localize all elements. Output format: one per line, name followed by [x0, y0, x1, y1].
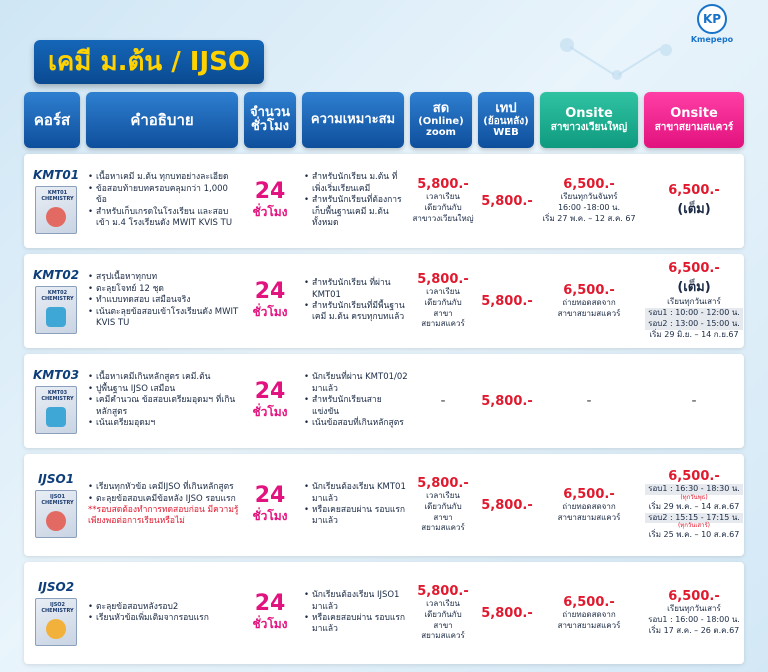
tape-price: 5,800.-	[481, 393, 533, 409]
course-code: IJSO2	[37, 580, 75, 594]
sp-price: -	[691, 393, 697, 409]
onsite-vc-cell	[540, 454, 638, 556]
book-title: IJSO2 CHEMISTRY	[41, 602, 74, 614]
book-title: IJSO1 CHEMISTRY	[41, 494, 74, 506]
header-tape	[478, 92, 534, 148]
live-note: เวลาเรียน	[426, 490, 460, 500]
hours-unit: ชั่วโมง	[252, 508, 288, 523]
vc-line: สาขาสยามสแควร์	[557, 308, 621, 318]
book-cover-image	[35, 598, 77, 646]
book-art	[46, 207, 66, 227]
hours-unit: ชั่วโมง	[252, 304, 288, 319]
sp-full-badge: (เต็ม)	[677, 280, 711, 296]
sp-line: เรียนทุกวันเสาร์	[667, 604, 721, 614]
header-live-l1: สด	[432, 100, 450, 116]
course-row-kmt02	[24, 254, 744, 348]
header-hours-l1: จำนวน	[250, 104, 290, 120]
header-onsite-sp-l2: สาขาสยามสแควร์	[654, 121, 734, 133]
desc-item: • เนื้อหาเคมี ม.ต้น ทุกบทอย่างละเอียด	[88, 172, 240, 183]
desc-item: • เน้นตะลุยข้อสอบเข้าโรงเรียนดัง MWIT KVIS TU	[88, 307, 240, 330]
header-hours	[244, 92, 296, 148]
onsite-sp-cell	[644, 354, 744, 448]
sp-line: รอบ1 : 10:00 - 12:00 น.	[645, 308, 743, 319]
vc-price: 6,500.-	[563, 594, 615, 610]
live-note: เวลาเรียน	[426, 286, 460, 296]
vc-price: 6,500.-	[563, 282, 615, 298]
course-hours	[244, 254, 296, 348]
fit-item: • หรือเคยสอบผ่าน รอบแรกมาแล้ว	[304, 505, 408, 528]
book-art	[46, 407, 66, 427]
header-onsite-vc	[540, 92, 638, 148]
live-price-cell	[412, 254, 474, 348]
live-price-cell	[412, 562, 474, 664]
logo-name: Kmepepo	[690, 35, 734, 44]
book-art	[46, 511, 66, 531]
vc-line: สาขาสยามสแควร์	[557, 620, 621, 630]
header-hours-l2: ชั่วโมง	[250, 119, 290, 134]
tape-price-cell	[478, 454, 536, 556]
vc-price: 6,500.-	[563, 177, 615, 193]
tape-price: 5,800.-	[481, 497, 533, 513]
fit-item: • นักเรียนต้องเรียน KMT01 มาแล้ว	[304, 482, 408, 505]
course-code: IJSO1	[37, 472, 75, 486]
logo-mark: KP	[697, 4, 727, 34]
sp-price: 6,500.-	[668, 183, 720, 198]
hours-unit: ชั่วโมง	[252, 616, 288, 631]
tape-price-cell	[478, 154, 536, 248]
live-price: 5,800.-	[417, 583, 469, 599]
page-title: เคมี ม.ต้น / IJSO	[34, 40, 264, 84]
live-note: เวลาเรียน	[426, 192, 460, 202]
desc-item: • เน้นเตรียมอุดมฯ	[88, 418, 240, 429]
vc-price: 6,500.-	[563, 486, 615, 502]
sp-price: 6,500.-	[668, 589, 720, 605]
course-hours	[244, 562, 296, 664]
desc-item: • เนื้อหาเคมีเกินหลักสูตร เคมี.ต้น	[88, 372, 240, 383]
live-price: 5,800.-	[417, 475, 469, 491]
book-art	[46, 307, 66, 327]
tape-price-cell	[478, 354, 536, 448]
onsite-sp-cell	[644, 254, 744, 348]
live-note: เดียวกันกับ	[424, 609, 462, 619]
live-note: สาขาสยามสแควร์	[421, 308, 465, 329]
live-note: สาขาสยามสแควร์	[421, 512, 465, 533]
course-description	[88, 354, 240, 448]
tape-price: 5,800.-	[481, 605, 533, 621]
desc-item: • เรียนหัวข้อเพิ่มเติมจากรอบแรก	[88, 613, 240, 624]
course-description	[88, 254, 240, 348]
onsite-vc-cell	[540, 254, 638, 348]
vc-line: สาขาสยามสแควร์	[557, 512, 621, 522]
desc-item: • สำหรับเก็บเกรดในโรงเรียน และสอบเข้า ม.4 โรงเรียนดัง MWIT KVIS TU	[88, 207, 240, 230]
course-code: KMT03	[32, 368, 80, 382]
course-row-kmt01	[24, 154, 744, 248]
brand-logo	[688, 4, 736, 44]
course-fit	[304, 562, 408, 664]
course-fit	[304, 454, 408, 556]
book-art	[46, 619, 66, 639]
course-fit	[304, 354, 408, 448]
course-description	[88, 454, 240, 556]
live-price-cell	[412, 354, 474, 448]
header-tape-l1: เทป	[495, 100, 517, 116]
bg-molecule-bond	[617, 48, 660, 76]
header-onsite-vc-l1: Onsite	[565, 106, 613, 122]
onsite-vc-cell	[540, 154, 638, 248]
fit-item: • สำหรับนักเรียนสายแข่งขัน	[304, 395, 408, 418]
sp-line: เริ่ม 25 พ.ค. – 10 ส.ค.67	[648, 529, 740, 539]
live-note: เดียวกันกับ	[424, 501, 462, 511]
vc-line: 16:00 -18:00 น.	[557, 203, 621, 213]
desc-item: • ตะลุยโจทย์ 12 ชุด	[88, 284, 240, 295]
hours-number: 24	[254, 590, 286, 616]
header-live-l3: zoom	[426, 127, 456, 139]
course-hours	[244, 354, 296, 448]
live-note: เดียวกันกับ	[424, 203, 462, 213]
header-onsite-sp-l1: Onsite	[670, 106, 718, 122]
bg-molecule-bond	[569, 46, 614, 75]
hours-number: 24	[254, 378, 286, 404]
live-price-cell	[412, 154, 474, 248]
book-cover-image	[35, 186, 77, 234]
book-cover-image	[35, 286, 77, 334]
book-title: KMT01 CHEMISTRY	[41, 190, 74, 202]
course-code: KMT01	[32, 168, 80, 182]
desc-warning-note: **รอบสดต้องทำการทดสอบก่อน มีความรู้เพียงพอต่อการเรียนหรือไม่	[88, 505, 239, 527]
course-code: KMT02	[32, 268, 80, 282]
header-course	[24, 92, 80, 148]
live-note: เวลาเรียน	[426, 598, 460, 608]
header-live	[410, 92, 472, 148]
sp-price: 6,500.-	[668, 261, 720, 277]
live-note: สาขาสยามสแควร์	[421, 620, 465, 641]
vc-line: ถ่ายทอดสดจาก	[562, 609, 616, 619]
fit-item: • สำหรับนักเรียน ที่ผ่าน KMT01	[304, 278, 408, 301]
live-note: สาขาวงเวียนใหญ่	[412, 213, 474, 223]
vc-line: เรียนทุกวันจันทร์	[560, 192, 618, 202]
header-tape-l2: (ย้อนหลัง)	[483, 116, 529, 128]
hours-unit: ชั่วโมง	[252, 204, 288, 219]
sp-day-note: (ทุกวันพุธ)	[680, 494, 708, 502]
sp-day-note: (ทุกวันเสาร์)	[677, 522, 711, 530]
sp-full-badge: (เต็ม)	[677, 202, 711, 217]
vc-line: ถ่ายทอดสดจาก	[562, 297, 616, 307]
vc-price: -	[586, 393, 592, 409]
sp-line: รอบ2 : 15:15 - 17:15 น.	[645, 513, 743, 524]
desc-item: • เคมีคำนวณ ข้อสอบเตรียมอุดมฯ ที่เกินหลักสูตร	[88, 395, 240, 418]
desc-item: • ตะลุยข้อสอบหลังรอบ2	[88, 602, 240, 613]
header-fit	[302, 92, 404, 148]
sp-line: เริ่ม 17 ส.ค. – 26 ต.ค.67	[648, 625, 740, 635]
tape-price: 5,800.-	[481, 193, 533, 209]
desc-item: • เรียนทุกหัวข้อ เคมีIJSO ที่เกินหลักสูตร	[88, 482, 240, 493]
course-hours	[244, 454, 296, 556]
onsite-sp-cell	[644, 562, 744, 664]
header-course-label: คอร์ส	[33, 110, 71, 129]
bg-molecule-dot	[660, 44, 672, 56]
fit-item: • เน้นข้อสอบที่เกินหลักสูตร	[304, 418, 408, 429]
header-desc	[86, 92, 238, 148]
tape-price-cell	[478, 254, 536, 348]
course-row-kmt03	[24, 354, 744, 448]
header-onsite-vc-l2: สาขาวงเวียนใหญ่	[550, 121, 628, 133]
live-price: -	[440, 393, 446, 409]
vc-line: เริ่ม 27 พ.ค. – 12 ส.ค. 67	[542, 213, 636, 223]
onsite-sp-cell	[644, 154, 744, 248]
fit-item: • สำหรับนักเรียนที่มีพื้นฐาน เคมี ม.ต้น ครบทุกบทแล้ว	[304, 301, 408, 324]
desc-item: • ตะลุยข้อสอบเคมีข้อหลัง IJSO รอบแรก	[88, 494, 240, 505]
book-cover-image	[35, 490, 77, 538]
onsite-vc-cell	[540, 354, 638, 448]
desc-item: • ปูพื้นฐาน IJSO เสมือน	[88, 384, 240, 395]
book-title: KMT02 CHEMISTRY	[41, 290, 74, 302]
live-note: เดียวกันกับ	[424, 297, 462, 307]
vc-line: ถ่ายทอดสดจาก	[562, 501, 616, 511]
hours-number: 24	[254, 278, 286, 304]
sp-line: รอบ2 : 13:00 - 15:00 น.	[645, 319, 743, 330]
live-price: 5,800.-	[417, 271, 469, 287]
book-title: KMT03 CHEMISTRY	[41, 390, 74, 402]
desc-item: • ข้อสอบท้ายบทครอบคลุมกว่า 1,000 ข้อ	[88, 184, 240, 207]
course-row-ijso1	[24, 454, 744, 556]
book-cover-image	[35, 386, 77, 434]
sp-line: เริ่ม 29 มิ.ย. – 14 ก.ย.67	[649, 329, 739, 339]
sp-line: เริ่ม 29 พ.ค. – 14 ส.ค.67	[648, 501, 740, 511]
fit-item: • หรือเคยสอบผ่าน รอบแรกมาแล้ว	[304, 613, 408, 636]
fit-item: • สำหรับนักเรียนที่ต้องการเก็บพื้นฐานเคมี ม.ต้น ทั้งหมด	[304, 195, 408, 229]
hours-unit: ชั่วโมง	[252, 404, 288, 419]
tape-price-cell	[478, 562, 536, 664]
header-onsite-sp	[644, 92, 744, 148]
sp-line: รอบ1 : 16:00 - 18:00 น.	[648, 615, 740, 625]
course-description	[88, 154, 240, 248]
course-description	[88, 562, 240, 664]
course-hours	[244, 154, 296, 248]
desc-item: • ทำแบบทดสอบ เสมือนจริง	[88, 295, 240, 306]
sp-price: 6,500.-	[668, 469, 720, 485]
fit-item: • นักเรียนที่ผ่าน KMT01/02 มาแล้ว	[304, 372, 408, 395]
onsite-sp-cell	[644, 454, 744, 556]
header-live-l2: (Online)	[418, 116, 464, 128]
course-fit	[304, 254, 408, 348]
live-price: 5,800.-	[417, 177, 469, 193]
header-tape-l3: WEB	[493, 127, 519, 139]
course-fit	[304, 154, 408, 248]
hours-number: 24	[254, 482, 286, 508]
hours-number: 24	[254, 178, 286, 204]
sp-line: รอบ1 : 16:30 - 18:30 น.	[645, 484, 743, 495]
header-fit-label: ความเหมาะสม	[310, 111, 396, 127]
tape-price: 5,800.-	[481, 293, 533, 309]
fit-item: • นักเรียนต้องเรียน IJSO1 มาแล้ว	[304, 590, 408, 613]
live-price-cell	[412, 454, 474, 556]
desc-item: • สรุปเนื้อหาทุกบท	[88, 272, 240, 283]
header-desc-label: คำอธิบาย	[130, 110, 194, 129]
sp-line: เรียนทุกวันเสาร์	[667, 297, 721, 307]
course-row-ijso2	[24, 562, 744, 664]
onsite-vc-cell	[540, 562, 638, 664]
fit-item: • สำหรับนักเรียน ม.ต้น ที่เพิ่งเริ่มเรียนเคมี	[304, 172, 408, 195]
